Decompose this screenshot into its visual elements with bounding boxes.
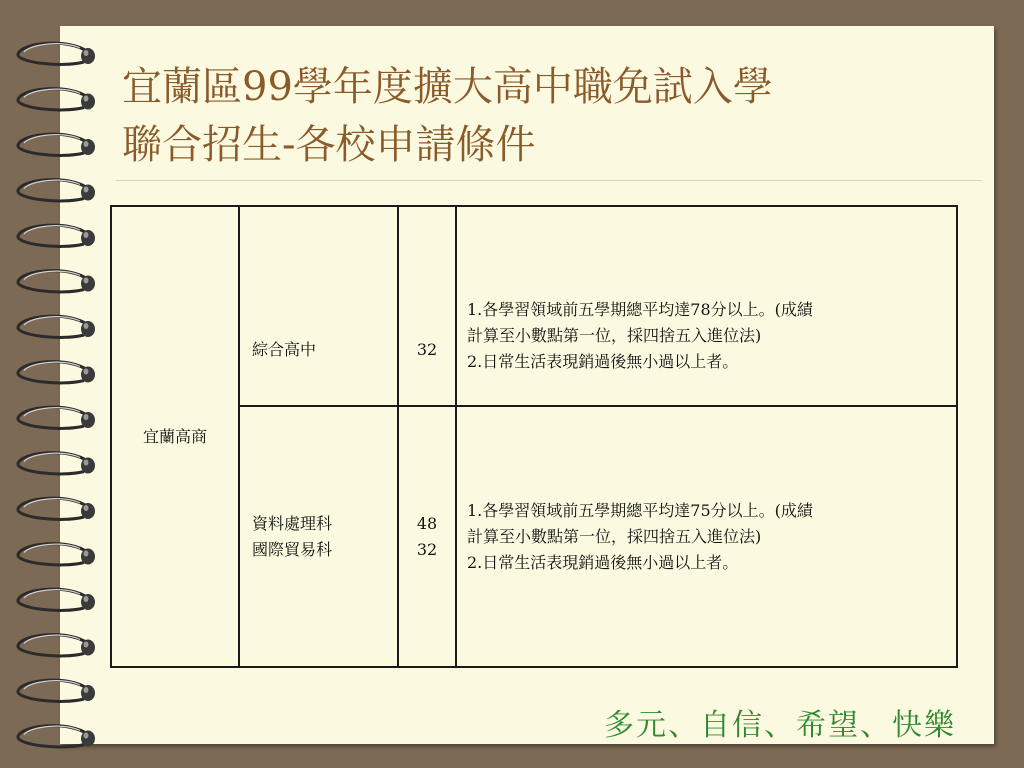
spiral-ring: [18, 635, 95, 656]
department-name: 國際貿易科: [252, 539, 333, 559]
condition-line: 2.日常生活表現銷過後無小過以上者。: [467, 552, 739, 572]
page-title: [122, 58, 982, 174]
quota-cell: [398, 406, 456, 667]
condition-line: 2.日常生活表現銷過後無小過以上者。: [467, 352, 739, 371]
conditions-cell: [456, 206, 957, 406]
spiral-ring: [18, 134, 95, 155]
spiral-ring: [18, 43, 95, 64]
spiral-ring: [18, 589, 95, 610]
quota-cell: [398, 206, 456, 406]
title-divider: [116, 180, 982, 181]
spiral-ring: [18, 89, 95, 110]
conditions-cell: [456, 406, 957, 667]
condition-line: 1.各學習領域前五學期總平均達78分以上。(成績: [467, 300, 813, 319]
department-cell: [239, 406, 398, 667]
quota-value: 32: [416, 539, 438, 559]
quota-value: 32: [416, 339, 438, 359]
spiral-ring: [18, 407, 95, 428]
condition-line: 1.各學習領域前五學期總平均達75分以上。(成績: [467, 500, 813, 520]
title-line-1: 宜蘭區99學年度擴大高中職免試入學: [122, 64, 773, 110]
spiral-ring: [18, 498, 95, 519]
school-cell: 宜蘭高商: [111, 206, 239, 667]
spiral-ring: [18, 544, 95, 565]
requirements-table: [110, 205, 958, 668]
motto-text: 多元、自信、希望、快樂: [604, 708, 956, 743]
spiral-ring: [18, 680, 95, 701]
spiral-ring: [18, 453, 95, 474]
spiral-ring: [18, 180, 95, 201]
spiral-binding: [0, 0, 110, 768]
department-cell: [239, 206, 398, 406]
condition-line: 計算至小數點第一位，採四捨五入進位法): [467, 326, 762, 345]
condition-line: 計算至小數點第一位，採四捨五入進位法): [467, 526, 762, 546]
table-row: [111, 206, 957, 406]
department-name: 綜合高中: [252, 339, 317, 359]
department-name: 資料處理科: [252, 513, 333, 533]
spiral-ring: [18, 726, 95, 747]
spiral-ring: [18, 316, 95, 337]
spiral-ring: [18, 271, 95, 292]
title-line-2: 聯合招生-各校申請條件: [122, 122, 536, 168]
spiral-ring: [18, 362, 95, 383]
spiral-ring: [18, 225, 95, 246]
quota-value: 48: [416, 513, 438, 533]
